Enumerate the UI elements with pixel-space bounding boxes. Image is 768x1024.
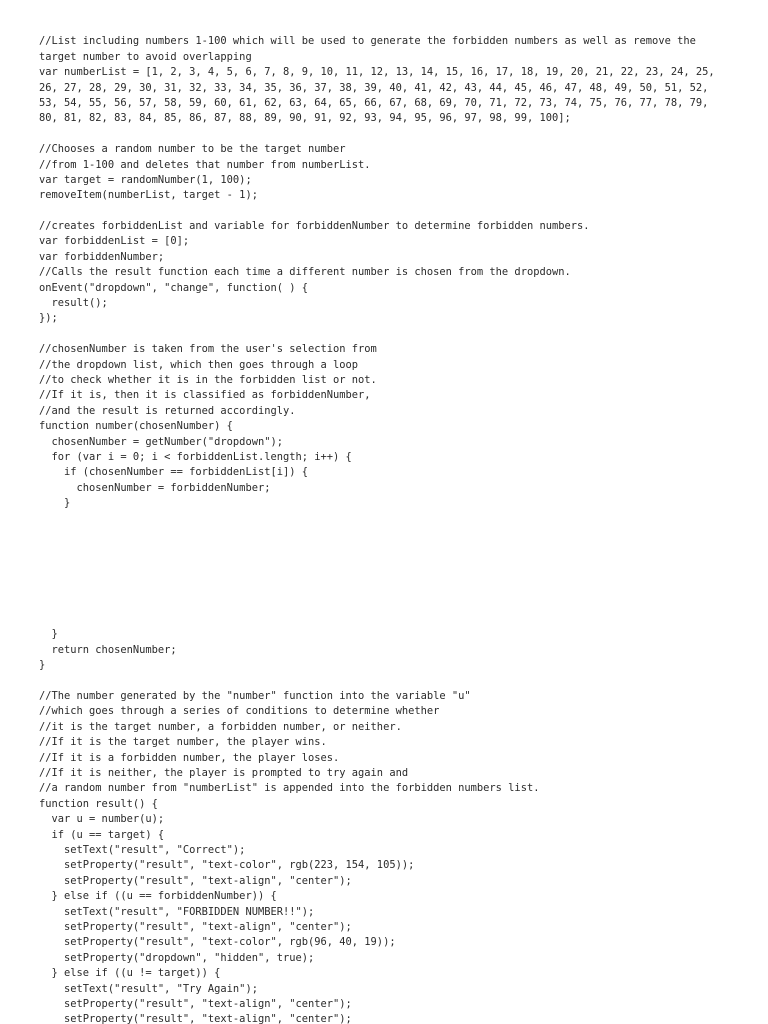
code-line: setText("result", "FORBIDDEN NUMBER!!"); <box>39 906 315 918</box>
code-line: //which goes through a series of conditions to determine whether <box>39 705 440 717</box>
code-line: //and the result is returned accordingly. <box>39 405 296 417</box>
code-line: setProperty("result", "text-color", rgb(96, 40, 19)); <box>39 936 396 948</box>
code-line: if (chosenNumber == forbiddenList[i]) { <box>39 466 308 478</box>
code-line: setProperty("result", "text-color", rgb(223, 154, 105)); <box>39 859 415 871</box>
code-line: 53, 54, 55, 56, 57, 58, 59, 60, 61, 62, 63, 64, 65, 66, 67, 68, 69, 70, 71, 72, 73, 74, 75, 76, 77, 78, 79, <box>39 97 709 109</box>
code-line: setProperty("dropdown", "hidden", true); <box>39 952 315 964</box>
code-line: target number to avoid overlapping <box>39 51 252 63</box>
code-line: //If it is neither, the player is prompted to try again and <box>39 767 409 779</box>
code-line: onEvent("dropdown", "change", function( ) { <box>39 282 308 294</box>
code-line: //If it is the target number, the player wins. <box>39 736 327 748</box>
code-line: setProperty("result", "text-align", "center"); <box>39 998 352 1010</box>
code-line: } else if ((u != target)) { <box>39 967 221 979</box>
code-line: var forbiddenNumber; <box>39 251 165 263</box>
code-line: //The number generated by the "number" function into the variable "u" <box>39 690 471 702</box>
code-line: setProperty("result", "text-align", "center"); <box>39 1013 352 1024</box>
code-line: //to check whether it is in the forbidden list or not. <box>39 374 377 386</box>
code-line: function number(chosenNumber) { <box>39 420 233 432</box>
code-line: if (u == target) { <box>39 829 165 841</box>
code-line: return chosenNumber; <box>39 644 177 656</box>
code-line: //Chooses a random number to be the target number <box>39 143 346 155</box>
code-line: }); <box>39 312 58 324</box>
code-line: setText("result", "Correct"); <box>39 844 246 856</box>
code-line: 26, 27, 28, 29, 30, 31, 32, 33, 34, 35, 36, 37, 38, 39, 40, 41, 42, 43, 44, 45, 46, 47, 48, 49, 50, 51, 52, <box>39 82 709 94</box>
code-line: var u = number(u); <box>39 813 165 825</box>
code-line: //chosenNumber is taken from the user's selection from <box>39 343 377 355</box>
code-line: var numberList = [1, 2, 3, 4, 5, 6, 7, 8, 9, 10, 11, 12, 13, 14, 15, 16, 17, 18, 19, 20, 21, 22, 23, 24, 25, <box>39 66 715 78</box>
code-line: //it is the target number, a forbidden number, or neither. <box>39 721 402 733</box>
code-line: //creates forbiddenList and variable for forbiddenNumber to determine forbidden numbers. <box>39 220 590 232</box>
code-line: for (var i = 0; i < forbiddenList.length; i++) { <box>39 451 352 463</box>
code-line: var forbiddenList = [0]; <box>39 235 190 247</box>
code-line: //from 1-100 and deletes that number from numberList. <box>39 159 371 171</box>
code-line: chosenNumber = getNumber("dropdown"); <box>39 436 283 448</box>
code-line: result(); <box>39 297 108 309</box>
code-line: setProperty("result", "text-align", "center"); <box>39 875 352 887</box>
code-line: //the dropdown list, which then goes through a loop <box>39 359 359 371</box>
code-line: 80, 81, 82, 83, 84, 85, 86, 87, 88, 89, 90, 91, 92, 93, 94, 95, 96, 97, 98, 99, 100]; <box>39 112 571 124</box>
code-line: chosenNumber = forbiddenNumber; <box>39 482 271 494</box>
code-line: //Calls the result function each time a different number is chosen from the dropdown. <box>39 266 571 278</box>
code-line: removeItem(numberList, target - 1); <box>39 189 258 201</box>
code-line: //If it is, then it is classified as forbiddenNumber, <box>39 389 371 401</box>
code-line: function result() { <box>39 798 158 810</box>
code-line: //If it is a forbidden number, the player loses. <box>39 752 340 764</box>
code-line: var target = randomNumber(1, 100); <box>39 174 252 186</box>
code-line: //List including numbers 1-100 which will be used to generate the forbidden numbers as well as remove the <box>39 35 696 47</box>
code-line: } <box>39 628 58 640</box>
code-line: } <box>39 659 46 671</box>
code-line: } <box>39 497 71 509</box>
code-line: setText("result", "Try Again"); <box>39 983 258 995</box>
code-line: setProperty("result", "text-align", "center"); <box>39 921 352 933</box>
code-line: //a random number from "numberList" is appended into the forbidden numbers list. <box>39 782 540 794</box>
code-line: } else if ((u == forbiddenNumber)) { <box>39 890 277 902</box>
